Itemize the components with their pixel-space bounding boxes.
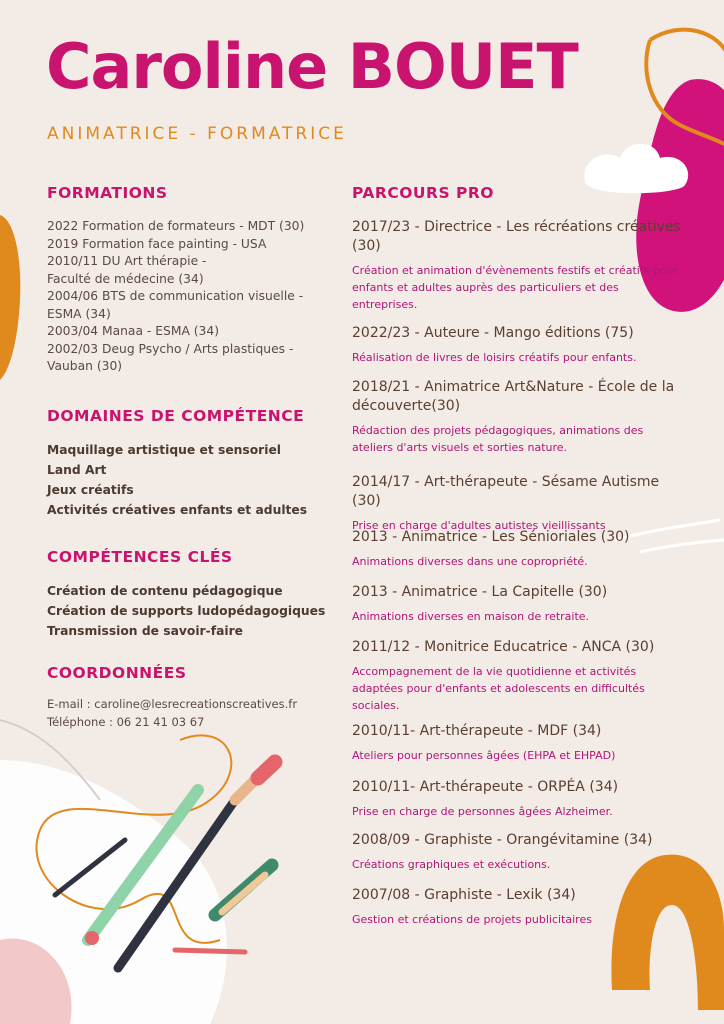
job-entry — [352, 218, 682, 313]
candidate-name: Caroline BOUET — [46, 30, 578, 103]
job-description: Gestion et créations de projets publicitaires — [352, 913, 592, 926]
job-description: Créations graphiques et exécutions. — [352, 858, 551, 871]
job-title: 2010/11- Art-thérapeute - MDF (34) — [352, 723, 602, 739]
list-item: 2003/04 Manaa - ESMA (34) — [47, 324, 220, 338]
orange-arch — [611, 855, 724, 1010]
job-description: Animations diverses dans une copropriété. — [352, 555, 588, 568]
job-entry — [352, 473, 682, 534]
job-entry — [352, 528, 682, 570]
job-entry — [352, 778, 682, 820]
job-title: 2013 - Animatrice - La Capitelle (30) — [352, 584, 608, 600]
formations-heading: FORMATIONS — [47, 184, 168, 202]
email-text[interactable]: E-mail : caroline@lesrecreationscreatives.fr — [47, 697, 298, 711]
job-description: Prise en charge d'adultes autistes vieillissants — [352, 519, 606, 532]
job-title: 2007/08 - Graphiste - Lexik (34) — [352, 887, 576, 903]
job-title: 2011/12 - Monitrice Educatrice - ANCA (30) — [352, 639, 655, 655]
job-entry — [352, 324, 682, 366]
list-item: 2022 Formation de formateurs - MDT (30) — [47, 219, 305, 233]
job-entry — [352, 722, 682, 764]
list-item: Transmission de savoir-faire — [47, 624, 243, 638]
list-item: ESMA (34) — [47, 306, 111, 321]
list-item: 2019 Formation face painting - USA — [47, 236, 267, 251]
job-description: Ateliers pour personnes âgées (EHPA et EHPAD) — [352, 749, 616, 762]
job-entry — [352, 831, 682, 873]
list-item: Faculté de médecine (34) — [47, 271, 204, 286]
job-description: Animations diverses en maison de retraite. — [352, 610, 590, 623]
domaines-list — [47, 440, 327, 520]
job-description: Réalisation de livres de loisirs créatifs pour enfants. — [352, 351, 637, 364]
phone-text[interactable]: Téléphone : 06 21 41 03 67 — [47, 714, 205, 729]
job-title: 2018/21 - Animatrice Art&Nature - École de la découverte(30) — [352, 379, 675, 414]
list-item: Vauban (30) — [47, 359, 123, 373]
list-item: Création de supports ludopédagogiques — [47, 604, 326, 618]
list-item: Land Art — [47, 463, 107, 477]
job-entry — [352, 638, 682, 714]
job-title: 2010/11- Art-thérapeute - ORPÉA (34) — [352, 779, 619, 795]
list-item: Jeux créatifs — [47, 483, 134, 497]
formations-list — [47, 218, 327, 376]
job-description: Création et animation d'évènements festifs et créatifs pour enfants et adultes auprès des particuliers et des entreprises. — [352, 264, 679, 311]
list-item: 2002/03 Deug Psycho / Arts plastiques - — [47, 341, 294, 356]
job-entry — [352, 886, 682, 928]
job-subtitle: ANIMATRICE - FORMATRICE — [47, 124, 347, 144]
list-item: 2004/06 BTS de communication visuelle - — [47, 289, 304, 303]
job-entry — [352, 378, 682, 456]
job-title: 2014/17 - Art-thérapeute - Sésame Autisme (30) — [352, 474, 660, 509]
job-entry — [352, 583, 682, 625]
list-item: Activités créatives enfants et adultes — [47, 503, 308, 517]
contact-block — [47, 696, 327, 731]
competences-list — [47, 581, 327, 641]
job-description: Rédaction des projets pédagogiques, animations des ateliers d'arts visuels et sorties nature. — [352, 424, 644, 454]
job-description: Prise en charge de personnes âgées Alzheimer. — [352, 805, 613, 818]
left-orange-shape — [0, 215, 20, 380]
list-item: Maquillage artistique et sensoriel — [47, 443, 282, 457]
competences-heading: COMPÉTENCES CLÉS — [47, 548, 233, 566]
list-item: Création de contenu pédagogique — [47, 584, 283, 598]
job-title: 2017/23 - Directrice - Les récréations créatives (30) — [352, 219, 681, 254]
parcours-heading: PARCOURS PRO — [352, 184, 494, 202]
domaines-heading: DOMAINES DE COMPÉTENCE — [47, 407, 305, 425]
job-description: Accompagnement de la vie quotidienne et activités adaptées pour d'enfants et adolescents en difficultés sociales. — [352, 665, 645, 712]
coordonnees-heading: COORDONNÉES — [47, 664, 187, 682]
list-item: 2010/11 DU Art thérapie - — [47, 254, 207, 268]
job-title: 2013 - Animatrice - Les Sénioriales (30) — [352, 529, 630, 545]
job-title: 2008/09 - Graphiste - Orangévitamine (34) — [352, 832, 653, 848]
job-title: 2022/23 - Auteure - Mango éditions (75) — [352, 325, 634, 341]
